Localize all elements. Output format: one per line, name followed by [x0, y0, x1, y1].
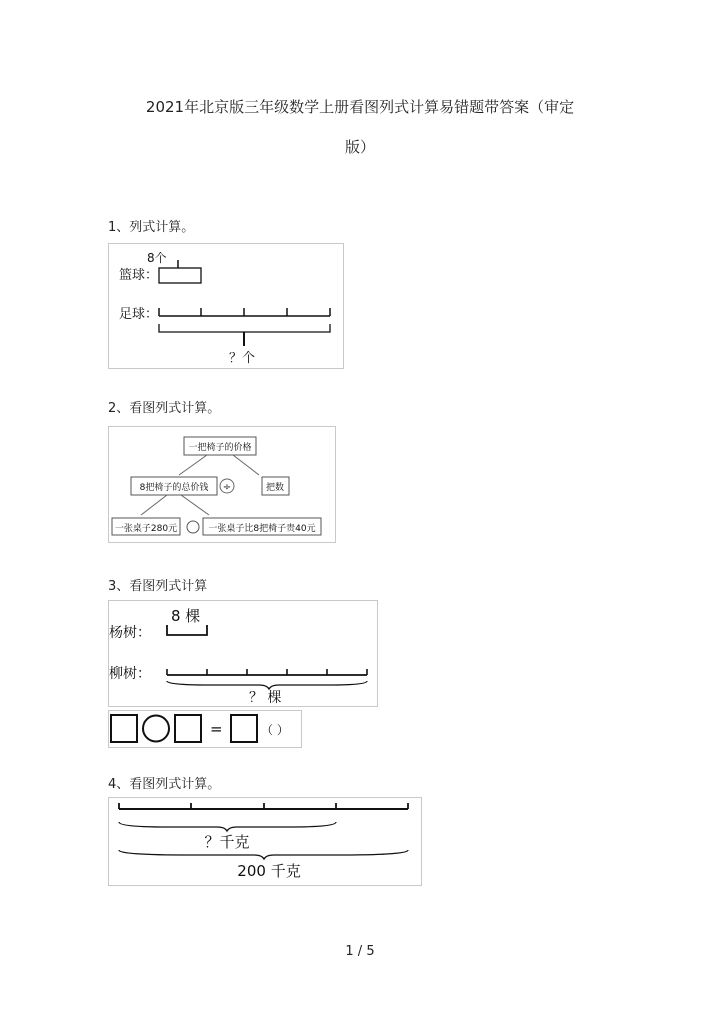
poplar-segment — [167, 625, 207, 635]
question-3-label: 3、看图列式计算 — [108, 579, 208, 594]
equals-sign: = — [210, 720, 223, 738]
basketball-count-label: 8个 — [147, 251, 167, 265]
football-total-bracket — [159, 324, 330, 332]
willow-label: 柳树： — [109, 666, 151, 682]
operator-symbol: ÷ — [222, 482, 232, 493]
football-total-label: ？个 — [229, 351, 256, 366]
football-label: 足球： — [119, 307, 159, 322]
question-3-answer-boxes — [108, 710, 302, 748]
question-4-figure — [108, 797, 422, 886]
answer-box-2 — [175, 715, 201, 742]
eight-chairs-total-text: 8把椅子的总价钱 — [139, 483, 209, 493]
table-difference-text: 一张桌子比8把椅子贵40元 — [208, 524, 316, 534]
document-title-line2: 版） — [344, 138, 375, 156]
page-number: 1 / 5 — [345, 944, 375, 959]
poplar-label: 杨树： — [109, 625, 151, 641]
chair-count-text: 把数 — [265, 483, 285, 493]
chair-price-text: 一把椅子的价格 — [188, 443, 252, 453]
unit-parentheses: （ ） — [261, 723, 289, 737]
part-weight-label: ？千克 — [204, 833, 250, 851]
answer-operator-circle — [143, 716, 169, 742]
question-2-figure — [108, 426, 336, 543]
blank-operator-circle — [187, 521, 199, 533]
answer-box-result — [231, 715, 257, 742]
question-4-label: 4、看图列式计算。 — [108, 777, 221, 792]
basketball-label: 篮球： — [119, 268, 159, 283]
question-1-label: 1、列式计算。 — [108, 220, 195, 235]
willow-total-label: ？ 棵 — [249, 690, 282, 706]
total-brace — [119, 850, 408, 859]
document-title-line1: 2021年北京版三年级数学上册看图列式计算易错题带答案（审定 — [145, 98, 575, 116]
willow-total-brace — [167, 681, 367, 689]
poplar-count-label: 8 棵 — [171, 607, 201, 625]
question-1-figure — [108, 243, 344, 369]
total-weight-label: 200 千克 — [237, 862, 301, 880]
basketball-segment — [159, 268, 201, 283]
table-price-text: 一张桌子280元 — [114, 524, 178, 534]
part-brace — [119, 822, 336, 831]
question-3-figure — [108, 600, 378, 707]
question-2-label: 2、看图列式计算。 — [108, 401, 221, 416]
answer-box-1 — [111, 715, 137, 742]
